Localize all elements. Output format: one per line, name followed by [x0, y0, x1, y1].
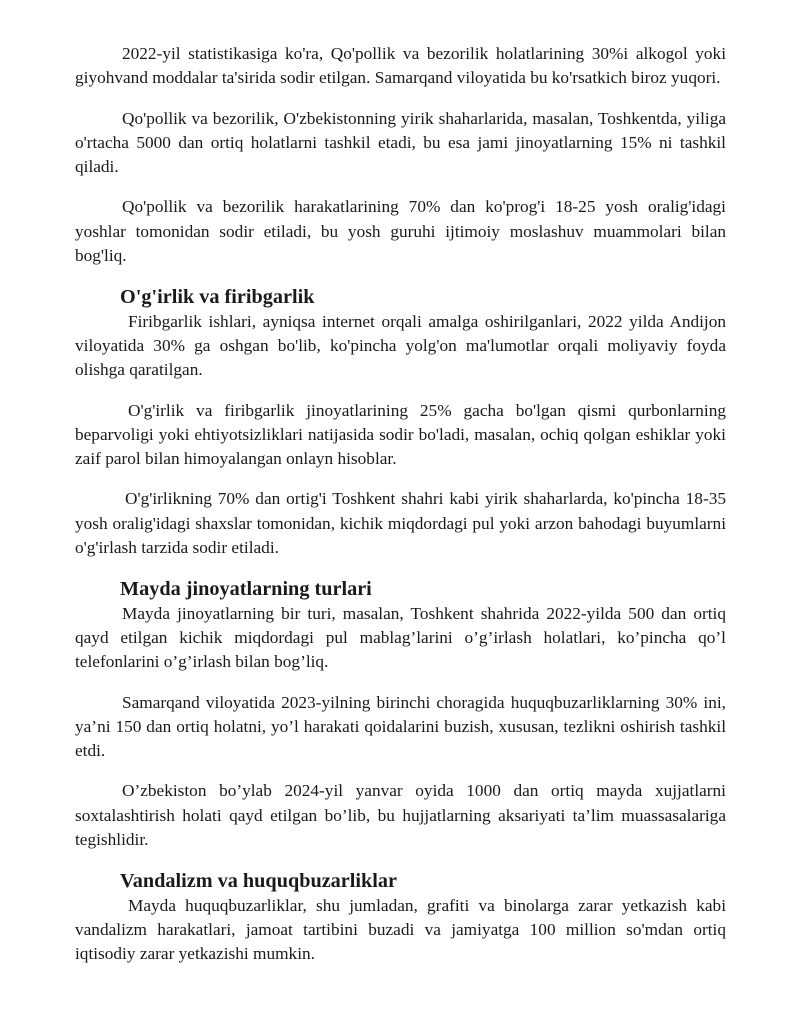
paragraph-alcohol-stats: 2022-yil statistikasiga ko'ra, Qo'pollik va bezorilik holatlarining 30%i alkogol yoki giyohvand moddalar ta'sirida sodir etilgan. Samarqand viloyatida bu ko'rsatkich biroz yuqori. [75, 44, 726, 88]
paragraph-document-forgery: O’zbekiston bo’ylab 2024-yil yanvar oyida 1000 dan ortiq mayda xujjatlarni soxtalashtirish holati qayd etilgan bo’lib, bu hujjatlarning aksariyati ta’lim muassasalariga tegishlidir. [75, 781, 726, 850]
paragraph-youth-hooliganism: Qo'pollik va bezorilik harakatlarining 70% dan ko'prog'i 18-25 yosh oralig'idagi yoshlar tomonidan sodir etiladi, bu yosh guruhi ijtimoiy moslashuv muammolari bilan bog'liq. [75, 197, 726, 266]
paragraph-traffic-violations: Samarqand viloyatida 2023-yilning birinchi choragida huquqbuzarliklarning 30% ini, ya’ni 150 dan ortiq holatni, yo’l harakati qoidalarini buzish, xususan, tezlikni oshirish tashkil etdi. [75, 692, 726, 761]
heading-vandalism: Vandalizm va huquqbuzarliklar [120, 870, 397, 893]
paragraph-victim-negligence: O'g'irlik va firibgarlik jinoyatlarining 25% gacha bo'lgan qismi qurbonlarning beparvoligi yoki ehtiyotsizliklari natijasida sodir bo'ladi, masalan, ochiq qolgan eshiklar yoki zaif parol bilan himoyalangan onlayn hisoblar. [75, 400, 726, 469]
paragraph-internet-fraud: Firibgarlik ishlari, ayniqsa internet orqali amalga oshirilganlari, 2022 yilda Andijon viloyatida 30% ga oshgan bo'lib, ko'pincha yolg'on ma'lumotlar orqali moliyaviy foyda olishga qaratilgan. [75, 311, 726, 380]
paragraph-phone-theft: Mayda jinoyatlarning bir turi, masalan, Toshkent shahrida 2022-yilda 500 dan ortiq qayd etilgan kichik miqdordagi pul mablag’larini o’g’irlash holatlari, ko’pincha qo’l telefonlarini o’g’irlash bilan bog’liq. [75, 603, 726, 672]
paragraph-urban-theft: O'g'irlikning 70% dan ortig'i Toshkent shahri kabi yirik shaharlarda, ko'pincha 18-35 yosh oralig'idagi shaxslar tomonidan, kichik miqdordagi pul yoki arzon bahodagi buyumlarni o'g'irlash tarzida sodir etiladi. [75, 489, 726, 558]
paragraph-vandalism-damage: Mayda huquqbuzarliklar, shu jumladan, grafiti va binolarga zarar yetkazish kabi vandalizm harakatlari, jamoat tartibini buzadi va jamiyatga 100 million so'mdan ortiq iqtisodiy zarar yetkazishi mumkin. [75, 895, 726, 964]
heading-petty-crime-types: Mayda jinoyatlarning turlari [120, 578, 372, 601]
heading-theft-fraud: O'g'irlik va firibgarlik [120, 286, 315, 309]
document-page [75, 42, 726, 967]
paragraph-tashkent-hooliganism: Qo'pollik va bezorilik, O'zbekistonning yirik shaharlarida, masalan, Toshkentda, yiliga o'rtacha 5000 dan ortiq holatlarni tashkil etadi, bu esa jami jinoyatlarning 15% ni tashkil qiladi. [75, 108, 726, 177]
